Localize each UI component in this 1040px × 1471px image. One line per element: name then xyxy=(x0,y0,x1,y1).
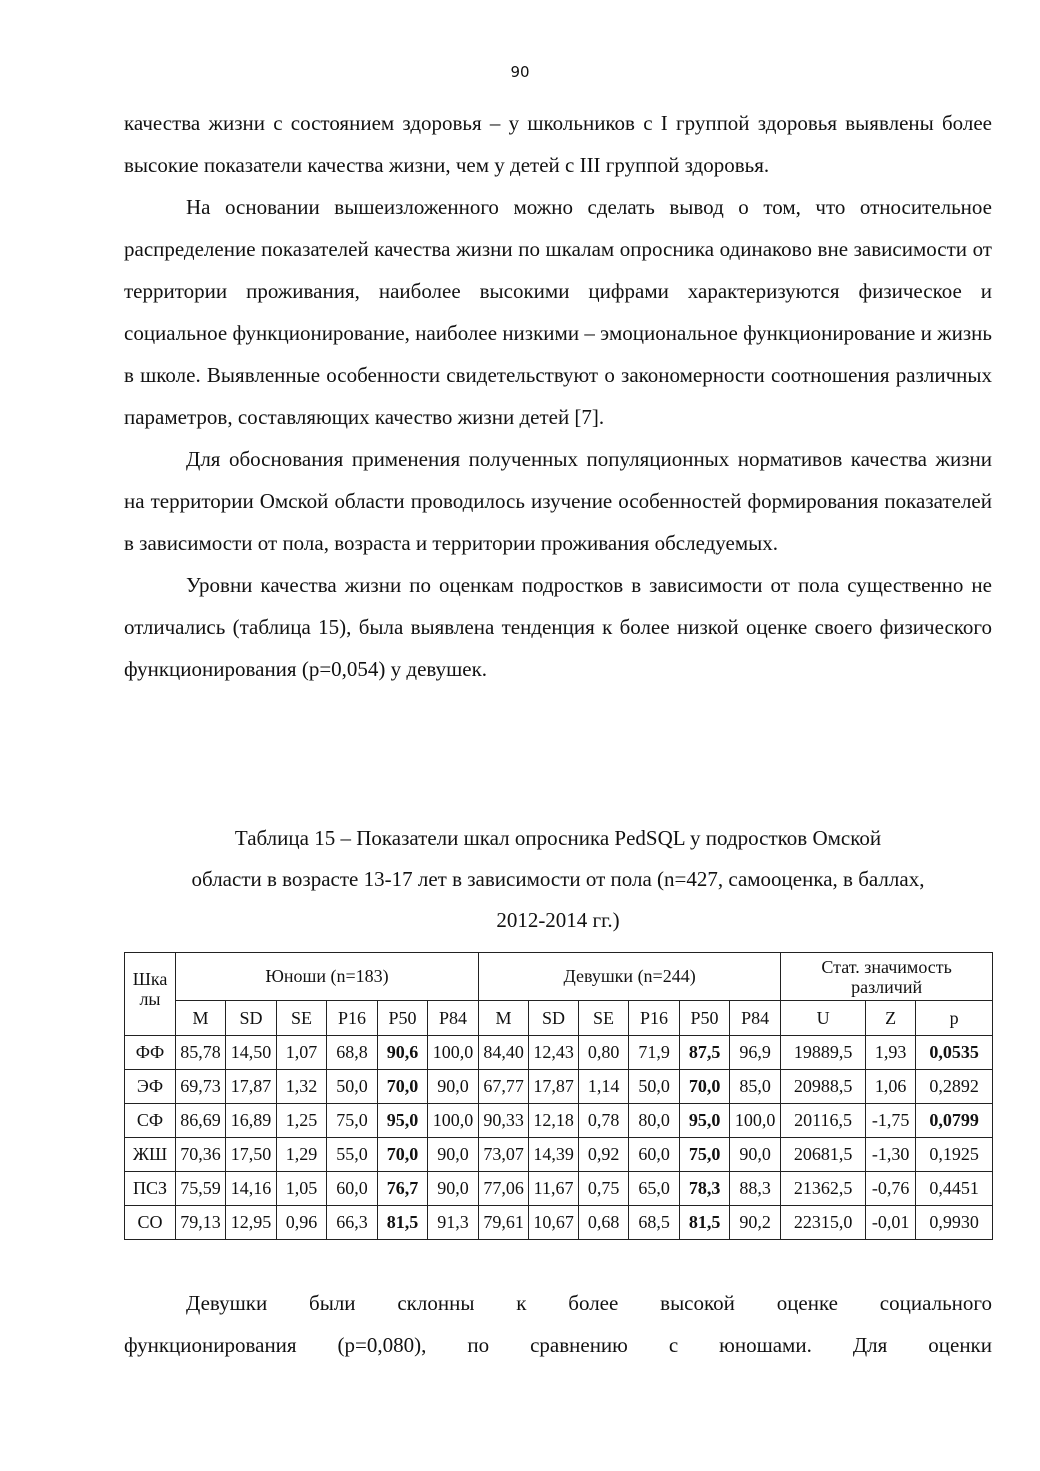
row-label: ЖШ xyxy=(125,1138,176,1172)
table-cell: 0,78 xyxy=(579,1104,629,1138)
table-cell: 96,9 xyxy=(730,1036,781,1070)
table-caption-line-3: 2012-2014 гг.) xyxy=(496,908,620,932)
table-cell: 17,50 xyxy=(226,1138,277,1172)
subheader-row xyxy=(125,1001,993,1036)
table-cell: 75,0 xyxy=(327,1104,378,1138)
results-table xyxy=(124,952,993,1240)
table-cell: 73,07 xyxy=(479,1138,529,1172)
table-cell: 0,0799 xyxy=(916,1104,993,1138)
table-cell: 20116,5 xyxy=(781,1104,866,1138)
table-cell: 12,95 xyxy=(226,1206,277,1240)
table-cell: 1,32 xyxy=(277,1070,327,1104)
table-row xyxy=(125,1172,993,1206)
table-cell: 70,0 xyxy=(680,1070,730,1104)
table-cell: 75,59 xyxy=(176,1172,226,1206)
table-cell: 14,50 xyxy=(226,1036,277,1070)
table-cell: -0,01 xyxy=(866,1206,916,1240)
table-cell: 1,06 xyxy=(866,1070,916,1104)
paragraph-4: Уровни качества жизни по оценкам подростков в зависимости от пола существенно не отличались (таблица 15), была выявлена тенденция к более низкой оценке своего физического функционирования (р=0,054) у девушек. xyxy=(124,573,992,681)
col-header: SD xyxy=(226,1001,277,1036)
table-cell: 60,0 xyxy=(327,1172,378,1206)
table-cell: 0,75 xyxy=(579,1172,629,1206)
table-cell: 16,89 xyxy=(226,1104,277,1138)
stat-group-header: Стат. значимость различий xyxy=(781,953,993,1001)
table-cell: 90,0 xyxy=(428,1138,479,1172)
table-cell: 0,4451 xyxy=(916,1172,993,1206)
table-cell: 85,78 xyxy=(176,1036,226,1070)
table-cell: 91,3 xyxy=(428,1206,479,1240)
table-cell: -0,76 xyxy=(866,1172,916,1206)
paragraph-5-line-1: Девушки были склонны к более высокой оценке социального xyxy=(186,1291,992,1315)
col-header: P50 xyxy=(378,1001,428,1036)
table-cell: 1,29 xyxy=(277,1138,327,1172)
table-cell: 55,0 xyxy=(327,1138,378,1172)
table-cell: 65,0 xyxy=(629,1172,680,1206)
table-cell: 1,25 xyxy=(277,1104,327,1138)
paragraph-3: Для обоснования применения полученных популяционных нормативов качества жизни на территории Омской области проводилось изучение особенностей формирования показателей в зависимости от пола, возраста и территории проживания обследуемых. xyxy=(124,447,992,555)
table-row xyxy=(125,1206,993,1240)
table-cell: 12,43 xyxy=(529,1036,579,1070)
table-cell: 90,0 xyxy=(428,1172,479,1206)
col-header: SE xyxy=(277,1001,327,1036)
table-row xyxy=(125,1036,993,1070)
table-cell: 100,0 xyxy=(428,1036,479,1070)
col-header: SE xyxy=(579,1001,629,1036)
table-cell: -1,30 xyxy=(866,1138,916,1172)
boys-group-header: Юноши (n=183) xyxy=(176,953,479,1001)
table-cell: 90,2 xyxy=(730,1206,781,1240)
table-cell: 70,36 xyxy=(176,1138,226,1172)
paragraph-5-line-2: функционирования (р=0,080), по сравнению с юношами. Для оценки xyxy=(124,1333,992,1357)
col-header: P16 xyxy=(629,1001,680,1036)
table-cell: 100,0 xyxy=(730,1104,781,1138)
table-cell: 10,67 xyxy=(529,1206,579,1240)
table-caption-line-2: области в возрасте 13-17 лет в зависимости от пола (n=427, самооценка, в баллах, xyxy=(191,867,925,891)
table-cell: 71,9 xyxy=(629,1036,680,1070)
col-header: P84 xyxy=(428,1001,479,1036)
table-cell: 76,7 xyxy=(378,1172,428,1206)
row-label: СФ xyxy=(125,1104,176,1138)
table-cell: 0,68 xyxy=(579,1206,629,1240)
table-cell: -1,75 xyxy=(866,1104,916,1138)
table-cell: 20681,5 xyxy=(781,1138,866,1172)
table-cell: 90,0 xyxy=(730,1138,781,1172)
table-cell: 66,3 xyxy=(327,1206,378,1240)
table-cell: 22315,0 xyxy=(781,1206,866,1240)
table-cell: 60,0 xyxy=(629,1138,680,1172)
table-cell: 81,5 xyxy=(680,1206,730,1240)
table-cell: 0,96 xyxy=(277,1206,327,1240)
table-cell: 0,9930 xyxy=(916,1206,993,1240)
table-row xyxy=(125,1138,993,1172)
table-cell: 50,0 xyxy=(629,1070,680,1104)
table-cell: 95,0 xyxy=(378,1104,428,1138)
table-cell: 81,5 xyxy=(378,1206,428,1240)
table-cell: 14,39 xyxy=(529,1138,579,1172)
table-cell: 69,73 xyxy=(176,1070,226,1104)
table-cell: 67,77 xyxy=(479,1070,529,1104)
body-text-bottom xyxy=(124,1282,992,1366)
table-cell: 11,67 xyxy=(529,1172,579,1206)
table-cell: 68,8 xyxy=(327,1036,378,1070)
row-label: ФФ xyxy=(125,1036,176,1070)
table-cell: 1,93 xyxy=(866,1036,916,1070)
table-cell: 20988,5 xyxy=(781,1070,866,1104)
col-header: M xyxy=(479,1001,529,1036)
table-cell: 17,87 xyxy=(529,1070,579,1104)
table-cell: 78,3 xyxy=(680,1172,730,1206)
table-cell: 77,06 xyxy=(479,1172,529,1206)
table-cell: 87,5 xyxy=(680,1036,730,1070)
col-header: SD xyxy=(529,1001,579,1036)
col-header: Z xyxy=(866,1001,916,1036)
col-header: P50 xyxy=(680,1001,730,1036)
page-number: 90 xyxy=(510,63,530,81)
scale-header: Шка лы xyxy=(125,953,176,1036)
table-cell: 19889,5 xyxy=(781,1036,866,1070)
table-cell: 17,87 xyxy=(226,1070,277,1104)
table-cell: 90,6 xyxy=(378,1036,428,1070)
table-caption-line-1: Таблица 15 – Показатели шкал опросника PedSQL у подростков Омской xyxy=(234,826,882,850)
col-header: M xyxy=(176,1001,226,1036)
table-cell: 0,92 xyxy=(579,1138,629,1172)
girls-group-header: Девушки (n=244) xyxy=(479,953,781,1001)
table-cell: 88,3 xyxy=(730,1172,781,1206)
table-cell: 0,2892 xyxy=(916,1070,993,1104)
table-cell: 1,14 xyxy=(579,1070,629,1104)
table-cell: 70,0 xyxy=(378,1070,428,1104)
col-header: P16 xyxy=(327,1001,378,1036)
paragraph-2: На основании вышеизложенного можно сделать вывод о том, что относительное распределение показателей качества жизни по шкалам опросника одинаково вне зависимости от территории проживания, наиболее высокими цифрами характеризуются физическое и социальное функционирование, наиболее низкими – эмоциональное функционирование и жизнь в школе. Выявленные особенности свидетельствуют о закономерности соотношения различных параметров, составляющих качество жизни детей [7]. xyxy=(124,195,992,429)
col-header: P84 xyxy=(730,1001,781,1036)
table-cell: 0,1925 xyxy=(916,1138,993,1172)
table-row xyxy=(125,1070,993,1104)
table-cell: 1,05 xyxy=(277,1172,327,1206)
table-caption xyxy=(124,818,992,941)
table-cell: 90,33 xyxy=(479,1104,529,1138)
table-cell: 80,0 xyxy=(629,1104,680,1138)
table-cell: 75,0 xyxy=(680,1138,730,1172)
row-label: ПСЗ xyxy=(125,1172,176,1206)
table-cell: 84,40 xyxy=(479,1036,529,1070)
table-cell: 90,0 xyxy=(428,1070,479,1104)
table-cell: 21362,5 xyxy=(781,1172,866,1206)
table-cell: 79,61 xyxy=(479,1206,529,1240)
body-text-top xyxy=(124,102,992,690)
table-cell: 95,0 xyxy=(680,1104,730,1138)
table-cell: 86,69 xyxy=(176,1104,226,1138)
col-header: p xyxy=(916,1001,993,1036)
table-cell: 100,0 xyxy=(428,1104,479,1138)
table-cell: 85,0 xyxy=(730,1070,781,1104)
table-cell: 79,13 xyxy=(176,1206,226,1240)
table-cell: 0,80 xyxy=(579,1036,629,1070)
table-cell: 1,07 xyxy=(277,1036,327,1070)
table-cell: 68,5 xyxy=(629,1206,680,1240)
paragraph-1: качества жизни с состоянием здоровья – у школьников с I группой здоровья выявлены более высокие показатели качества жизни, чем у детей с III группой здоровья. xyxy=(124,111,992,177)
table-cell: 70,0 xyxy=(378,1138,428,1172)
table-cell: 14,16 xyxy=(226,1172,277,1206)
table-cell: 12,18 xyxy=(529,1104,579,1138)
row-label: ЭФ xyxy=(125,1070,176,1104)
table-row xyxy=(125,1104,993,1138)
table-cell: 0,0535 xyxy=(916,1036,993,1070)
col-header: U xyxy=(781,1001,866,1036)
table-cell: 50,0 xyxy=(327,1070,378,1104)
row-label: СО xyxy=(125,1206,176,1240)
